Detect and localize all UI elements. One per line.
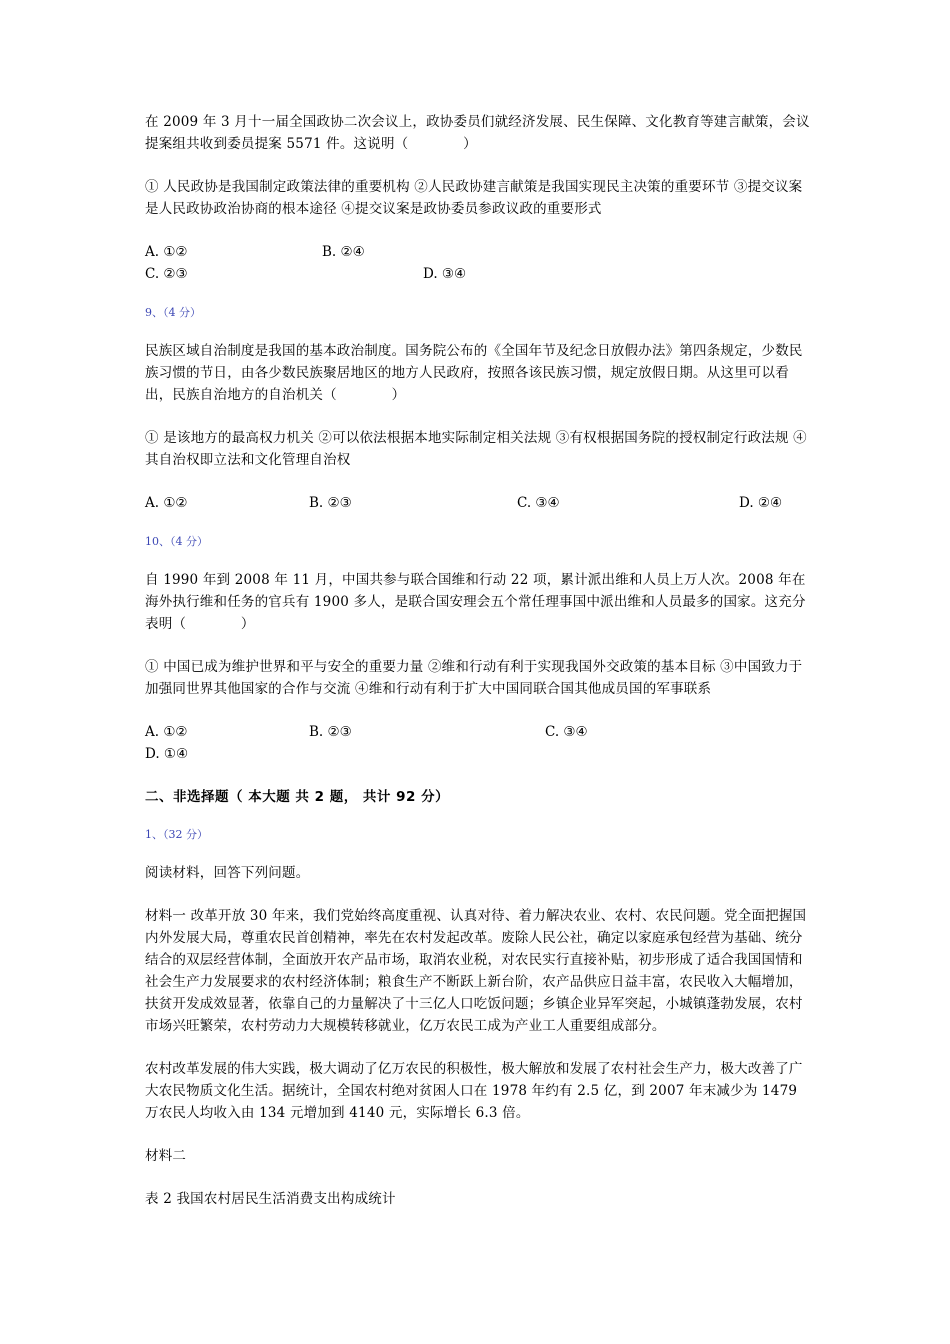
question-10-option-d[interactable]: D. ①④ bbox=[145, 746, 189, 762]
question-9-number: 9、（4 分） bbox=[145, 306, 201, 319]
question-10-option-a[interactable]: A. ①② bbox=[145, 724, 188, 740]
question-10-statements: ① 中国已成为维护世界和平与安全的重要力量 ②维和行动有利于实现我国外交政策的基本目标 ③中国致力于加强同世界其他国家的合作与交流 ④维和行动有利于扩大中国同联合国其他成员国的军事联系 bbox=[145, 659, 803, 697]
document-page bbox=[145, 111, 810, 1210]
question-8-option-d[interactable]: D. ③④ bbox=[423, 266, 467, 282]
question-8-option-c[interactable]: C. ②③ bbox=[145, 266, 188, 282]
question-9-option-a[interactable]: A. ①② bbox=[145, 495, 188, 511]
question-8-option-b[interactable]: B. ②④ bbox=[322, 244, 365, 260]
nonchoice-question-1-number: 1、（32 分） bbox=[145, 828, 208, 841]
question-9-option-d[interactable]: D. ②④ bbox=[739, 495, 783, 511]
table-2-caption: 表 2 我国农村居民生活消费支出构成统计 bbox=[145, 1191, 396, 1207]
question-8-option-a[interactable]: A. ①② bbox=[145, 244, 188, 260]
question-10-options-row-2 bbox=[145, 743, 810, 765]
nonchoice-question-1-intro: 阅读材料，回答下列问题。 bbox=[145, 865, 310, 881]
question-9-options-row bbox=[145, 492, 810, 514]
question-9-option-c[interactable]: C. ③④ bbox=[517, 495, 560, 511]
question-9-option-b[interactable]: B. ②③ bbox=[309, 495, 352, 511]
question-10-option-c[interactable]: C. ③④ bbox=[545, 724, 588, 740]
question-8-stem: 在 2009 年 3 月十一届全国政协二次会议上，政协委员们就经济发展、民生保障、文化教育等建言献策，会议提案组共收到委员提案 5571 件。这说明（ ） bbox=[145, 114, 810, 152]
question-8-options-row-1 bbox=[145, 241, 810, 263]
material-1-paragraph: 材料一 改革开放 30 年来，我们党始终高度重视、认真对待、着力解决农业、农村、农民问题。党全面把握国内外发展大局，尊重农民首创精神，率先在农村发起改革。废除人民公社，确定以家庭承包经营为基础、统分结合的双层经营体制，全面放开农产品市场，取消农业税，对农民实行直接补贴，初步形成了适合我国国情和社会生产力发展要求的农村经济体制；粮食生产不断跃上新台阶，农产品供应日益丰富，农民收入大幅增加，扶贫开发成效显著，依靠自己的力量解决了十三亿人口吃饭问题；乡镇企业异军突起，小城镇蓬勃发展，农村市场兴旺繁荣，农村劳动力大规模转移就业，亿万农民工成为产业工人重要组成部分。 bbox=[145, 908, 807, 1034]
question-10-option-b[interactable]: B. ②③ bbox=[309, 724, 352, 740]
question-10-stem: 自 1990 年到 2008 年 11 月，中国共参与联合国维和行动 22 项，累计派出维和人员上万人次。2008 年在海外执行维和任务的官兵有 1900 多人，是联合国安理会五个常任理事国中派出维和人员最多的国家。这充分表明（ ） bbox=[145, 572, 806, 632]
question-9-stem: 民族区域自治制度是我国的基本政治制度。国务院公布的《全国年节及纪念日放假办法》第四条规定，少数民族习惯的节日，由各少数民族聚居地区的地方人民政府，按照各该民族习惯，规定放假日期。从这里可以看出，民族自治地方的自治机关（ ） bbox=[145, 343, 803, 403]
material-2-label: 材料二 bbox=[145, 1148, 187, 1164]
question-8-statements: ① 人民政协是我国制定政策法律的重要机构 ②人民政协建言献策是我国实现民主决策的重要环节 ③提交议案是人民政协政治协商的根本途径 ④提交议案是政协委员参政议政的重要形式 bbox=[145, 179, 803, 217]
material-1-paragraph-2: 农村改革发展的伟大实践，极大调动了亿万农民的积极性，极大解放和发展了农村社会生产力，极大改善了广大农民物质文化生活。据统计，全国农村绝对贫困人口在 1978 年约有 2.5 亿，到 2007 年末减少为 1479 万农民人均收入由 134 元增加到 4140 元，实际增长 6.3 倍。 bbox=[145, 1061, 803, 1121]
question-10-options-row-1 bbox=[145, 721, 810, 743]
question-8-options-row-2 bbox=[145, 263, 810, 285]
question-10-number: 10、（4 分） bbox=[145, 535, 208, 548]
question-9-statements: ① 是该地方的最高权力机关 ②可以依法根据本地实际制定相关法规 ③有权根据国务院的授权制定行政法规 ④其自治权即立法和文化管理自治权 bbox=[145, 430, 807, 468]
section-2-heading: 二、非选择题（ 本大题 共 2 题， 共计 92 分） bbox=[145, 789, 450, 805]
